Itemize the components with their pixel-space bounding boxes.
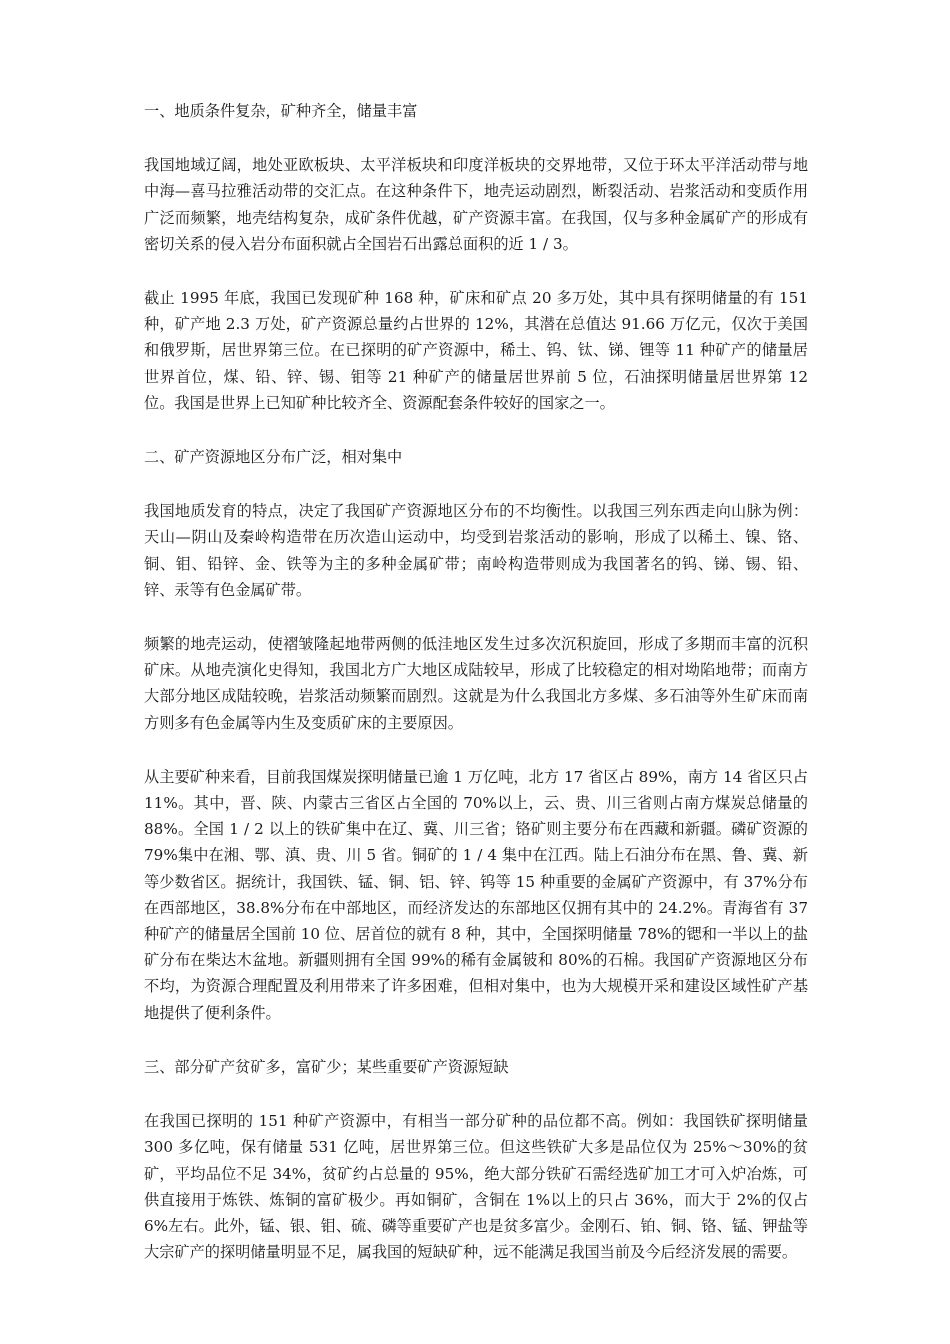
paragraph-regional-distribution: 从主要矿种来看，目前我国煤炭探明储量已逾 1 万亿吨，北方 17 省区占 89%，南方 14 省区只占 11%。其中，晋、陕、内蒙古三省区占全国的 70%以上，云、贵、川三省则占南方煤炭总储量的 88%。全国 1 / 2 以上的铁矿集中在辽、冀、川三省；铬矿则主要分布在西藏和新疆。磷矿资源的 79%集中在湘、鄂、滇、贵、川 5 省。铜矿的 1 / 4 集中在江西。陆上石油分布在黑、鲁、冀、新等少数省区。据统计，我国铁、锰、铜、铝、锌、钨等 15 种重要的金属矿产资源中，有 37%分布在西部地区，38.8%分布在中部地区，而经济发达的东部地区仅拥有其中的 24.2%。青海省有 37 种矿产的储量居全国前 10 位、居首位的就有 8 种，其中，全国探明储量 78%的锶和一半以上的盐矿分布在柴达木盆地。新疆则拥有全国 99%的稀有金属铍和 80%的石棉。我国矿产资源地区分布不均，为资源合理配置及利用带来了许多困难，但相对集中，也为大规模开采和建设区域性矿产基地提供了便利条件。 [144,767,809,1022]
document-page [144,98,808,1293]
section-heading-3: 三、部分矿产贫矿多，富矿少；某些重要矿产资源短缺 [144,1057,509,1076]
section-heading-2: 二、矿产资源地区分布广泛，相对集中 [144,448,403,467]
paragraph-mountain-belts: 我国地质发育的特点，决定了我国矿产资源地区分布的不均衡性。以我国三列东西走向山脉为例：天山—阴山及秦岭构造带在历次造山运动中，均受到岩浆活动的影响，形成了以稀土、镍、铬、铜、钼、铅锌、金、铁等为主的多种金属矿带；南岭构造带则成为我国著名的钨、锑、锡、铅、锌、汞等有色金属矿带。 [144,502,808,599]
section-heading-1: 一、地质条件复杂，矿种齐全，储量丰富 [144,102,418,120]
paragraph-ore-grade: 在我国已探明的 151 种矿产资源中，有相当一部分矿种的品位都不高。例如：我国铁矿探明储量 300 多亿吨，保有储量 531 亿吨，居世界第三位。但这些铁矿大多是品位仅为 25%～30%的贫矿，平均品位不足 34%，贫矿约占总量的 95%，绝大部分铁矿石需经选矿加工才可入炉冶炼，可供直接用于炼铁、炼铜的富矿极少。再如铜矿，含铜在 1%以上的只占 36%，而大于 2%的仅占 6%左右。此外，锰、银、钼、硫、磷等重要矿产也是贫多富少。金刚石、铂、铜、铬、锰、钾盐等大宗矿产的探明储量明显不足，属我国的短缺矿种，远不能满足我国当前及今后经济发展的需要。 [144,1112,808,1262]
paragraph-geology-overview: 我国地域辽阔，地处亚欧板块、太平洋板块和印度洋板块的交界地带，又位于环太平洋活动带与地中海—喜马拉雅活动带的交汇点。在这种条件下，地壳运动剧烈，断裂活动、岩浆活动和变质作用广泛而频繁，地壳结构复杂，成矿条件优越，矿产资源丰富。在我国，仅与多种金属矿产的形成有密切关系的侵入岩分布面积就占全国岩石出露总面积的近 1 / 3。 [144,156,808,253]
paragraph-crust-movement: 频繁的地壳运动，使褶皱隆起地带两侧的低洼地区发生过多次沉积旋回，形成了多期而丰富的沉积矿床。从地壳演化史得知，我国北方广大地区成陆较早，形成了比较稳定的相对坳陷地带；而南方大部分地区成陆较晚，岩浆活动频繁而剧烈。这就是为什么我国北方多煤、多石油等外生矿床而南方则多有色金属等内生及变质矿床的主要原因。 [144,635,808,732]
paragraph-mineral-statistics: 截止 1995 年底，我国已发现矿种 168 种，矿床和矿点 20 多万处，其中具有探明储量的有 151 种，矿产地 2.3 万处，矿产资源总量约占世界的 12%，其潜在总值达 91.66 万亿元，仅次于美国和俄罗斯，居世界第三位。在已探明的矿产资源中，稀土、钨、钛、锑、锂等 11 种矿产的储量居世界首位，煤、铅、锌、锡、钼等 21 种矿产的储量居世界前 5 位，石油探明储量居世界第 12 位。我国是世界上已知矿种比较齐全、资源配套条件较好的国家之一。 [144,289,808,412]
